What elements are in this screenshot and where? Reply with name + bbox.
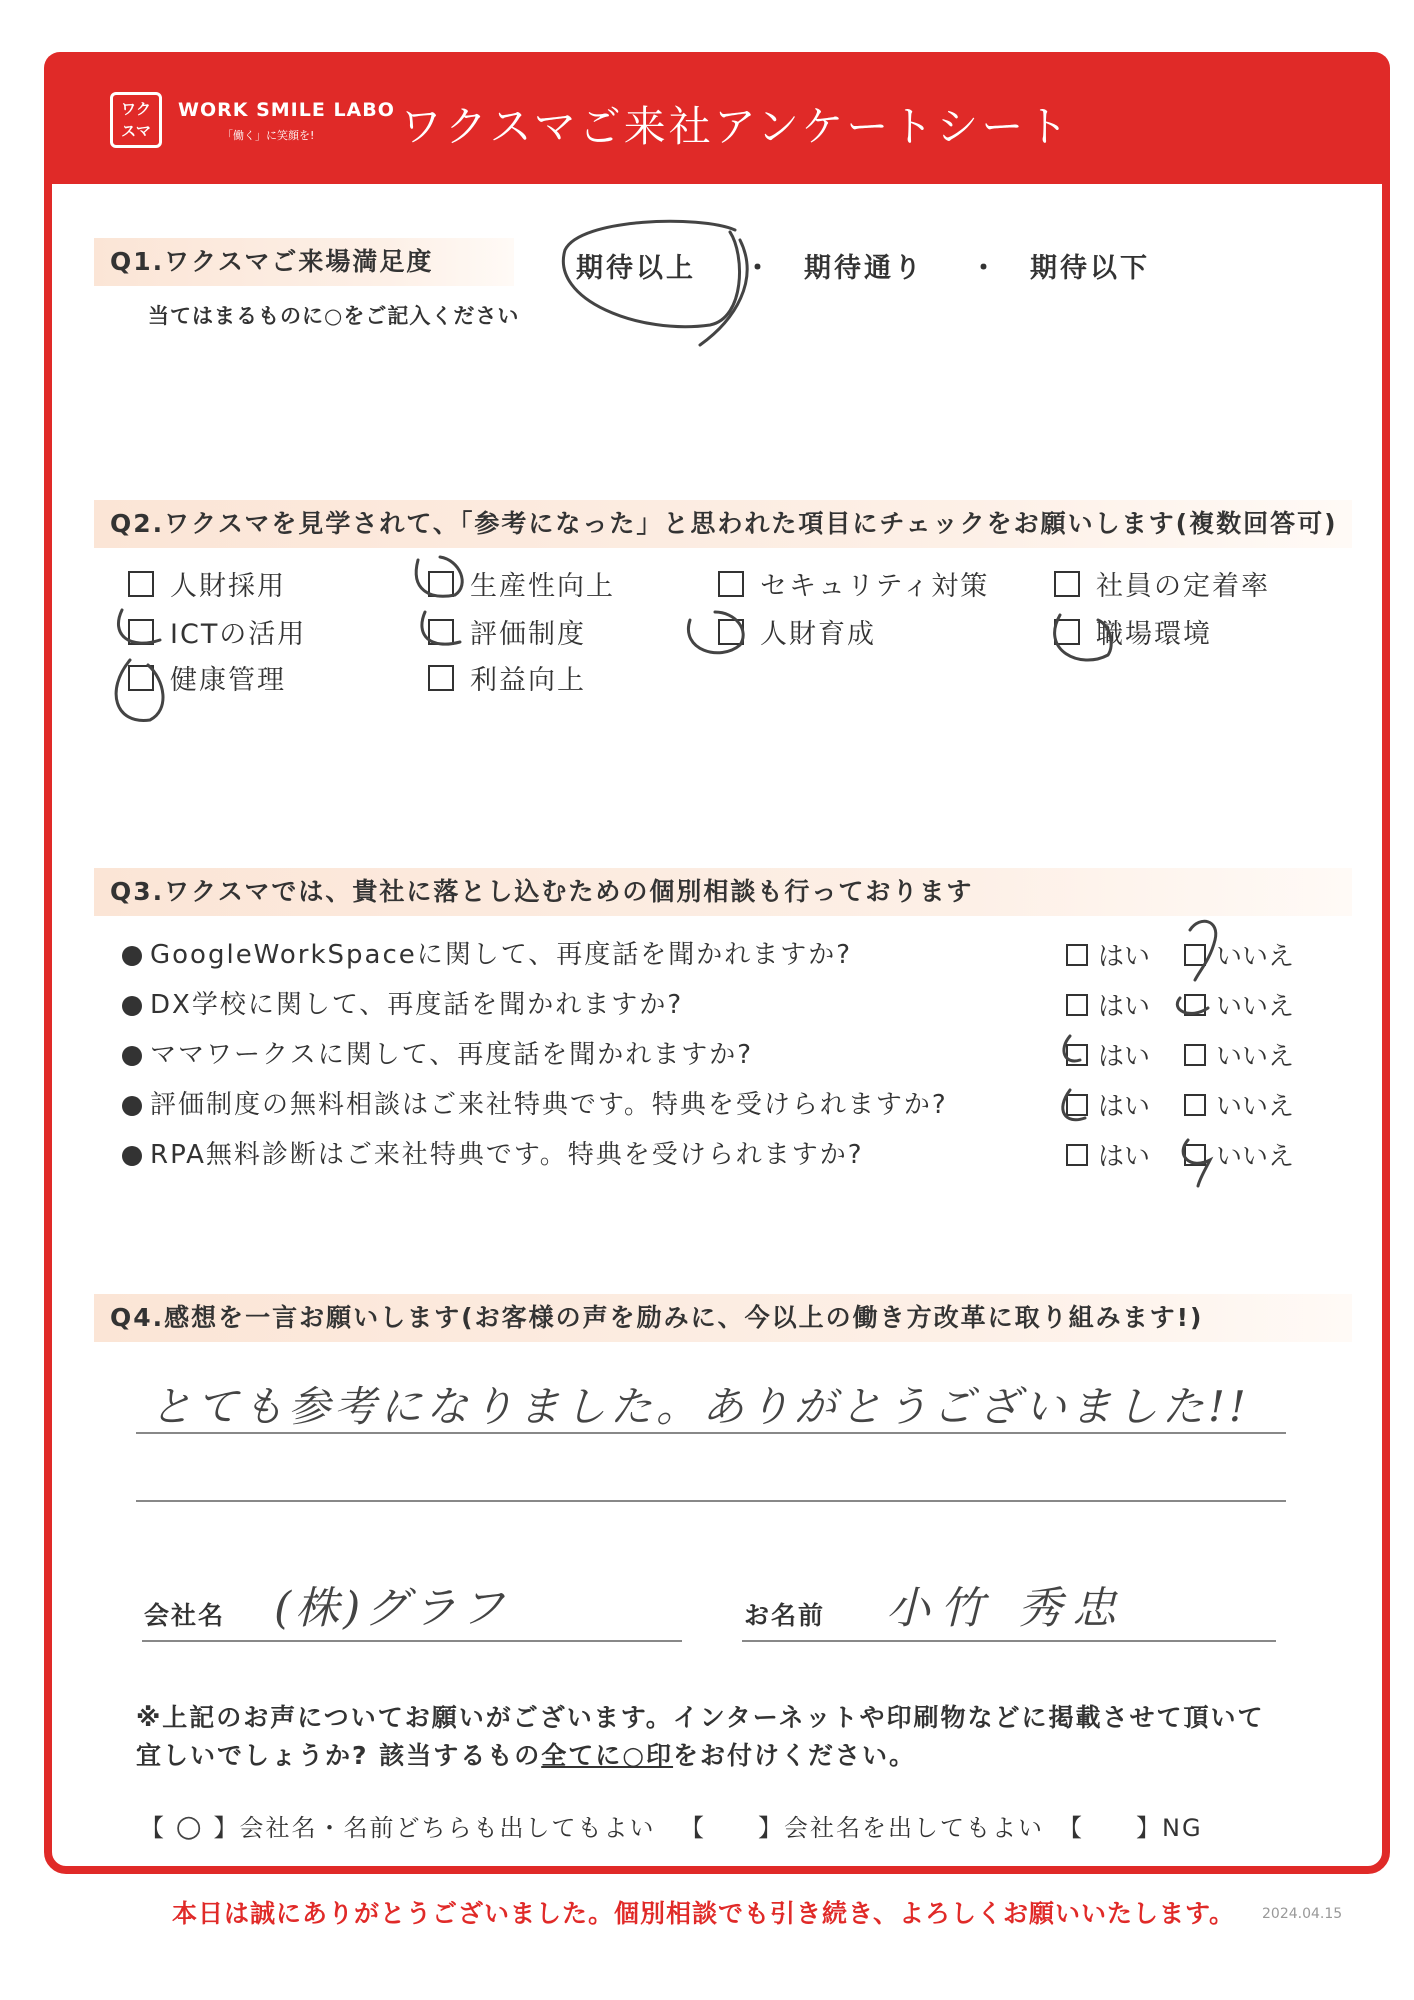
separator: ・ (744, 253, 771, 284)
checkbox[interactable] (1054, 619, 1080, 645)
q3-question-text: ママワークスに関して、再度話を聞かれますか? (150, 1040, 754, 1070)
q3-question-text: GoogleWorkSpaceに関して、再度話を聞かれますか? (150, 940, 853, 970)
company-underline (142, 1640, 682, 1642)
checkbox[interactable] (718, 571, 744, 597)
bullet (122, 996, 142, 1016)
name-value[interactable]: 小竹 秀忠 (886, 1583, 1126, 1634)
yes-option[interactable] (1066, 986, 1150, 1023)
q3-question (122, 984, 683, 1021)
yes-label: はい (1098, 1092, 1151, 1122)
q2-option-label: 健康管理 (170, 665, 286, 696)
logo-text: WORK SMILE LABO (178, 99, 395, 121)
q2-option-label: 利益向上 (470, 665, 586, 696)
bullet (122, 1096, 142, 1116)
yes-label: はい (1098, 992, 1151, 1022)
yes-label: はい (1098, 1142, 1151, 1172)
checkbox[interactable] (1066, 1044, 1088, 1066)
q2-option-label: 評価制度 (470, 619, 586, 650)
q2-option-label: 人財採用 (170, 571, 286, 602)
company-value[interactable]: (株)グラフ (274, 1583, 509, 1634)
footer-message: 本日は誠にありがとうございました。個別相談でも引き続き、よろしくお願いいたします。 (172, 1899, 1236, 1928)
request-emphasis: 全てに○印 (541, 1741, 674, 1770)
q2-option[interactable] (128, 612, 306, 651)
q4-answer[interactable]: とても参考になりました。ありがとうございました!! (150, 1382, 1250, 1431)
company-label: 会社名 (144, 1601, 226, 1630)
q2-option[interactable] (428, 658, 586, 697)
q2-option-label: 生産性向上 (470, 571, 615, 602)
answer-line (136, 1500, 1286, 1502)
q3-question (122, 1134, 864, 1171)
q3-question-text: RPA無料診断はご来社特典です。特典を受けられますか? (150, 1140, 864, 1170)
permission-label: 会社名・名前どちらも出してもよい (239, 1814, 656, 1842)
checkbox[interactable] (1184, 1044, 1206, 1066)
q1-option-as-expected[interactable]: 期待通り (804, 253, 924, 284)
permission-option-company[interactable]: 【 】会社名を出してもよい (680, 1814, 1044, 1842)
no-option[interactable] (1184, 986, 1294, 1023)
checkbox[interactable] (428, 571, 454, 597)
q2-option-label: セキュリティ対策 (760, 571, 990, 602)
checkbox[interactable] (428, 619, 454, 645)
q1-option-above[interactable]: 期待以上 (576, 253, 696, 284)
no-label: いいえ (1216, 1092, 1295, 1122)
checkbox[interactable] (128, 665, 154, 691)
q2-option[interactable] (718, 564, 989, 603)
no-option[interactable] (1184, 1036, 1294, 1073)
answer-line (136, 1432, 1286, 1434)
checkbox[interactable] (1184, 944, 1206, 966)
checkbox[interactable] (1054, 571, 1080, 597)
logo-tagline: 「働く」に笑顔を! (222, 129, 315, 142)
name-underline (742, 1640, 1276, 1642)
q2-option[interactable] (428, 612, 586, 651)
request-text: ※上記のお声についてお願いがございます。インターネットや印刷物などに掲載させて頂いて (136, 1703, 1265, 1732)
q3-question-text: 評価制度の無料相談はご来社特典です。特典を受けられますか? (150, 1090, 948, 1120)
q2-option[interactable] (1054, 612, 1212, 651)
bullet (122, 1046, 142, 1066)
checkbox[interactable] (1066, 944, 1088, 966)
no-label: いいえ (1216, 942, 1295, 972)
permission-label: NG (1162, 1814, 1203, 1842)
request-text-part: をお付けください。 (673, 1741, 917, 1770)
q2-option[interactable] (128, 564, 286, 603)
q1-heading: Q1.ワクスマご来場満足度 (94, 238, 514, 286)
checkbox[interactable] (1066, 1094, 1088, 1116)
request-text-2 (136, 1736, 916, 1772)
q2-option[interactable] (428, 564, 615, 603)
bullet (122, 1146, 142, 1166)
checkbox[interactable] (1184, 1144, 1206, 1166)
q3-question (122, 1084, 948, 1121)
yes-option[interactable] (1066, 1086, 1150, 1123)
permission-option-both[interactable]: 【 ○ 】会社名・名前どちらも出してもよい (140, 1809, 656, 1844)
permission-option-ng[interactable]: 【 】NG (1058, 1814, 1203, 1842)
q2-option-label: 社員の定着率 (1096, 571, 1270, 602)
q3-question (122, 934, 852, 971)
q3-heading: Q3.ワクスマでは、貴社に落とし込むための個別相談も行っております (94, 868, 1352, 916)
yes-option[interactable] (1066, 1036, 1150, 1073)
q2-option-label: 人財育成 (760, 619, 876, 650)
q3-question (122, 1034, 753, 1071)
no-label: いいえ (1216, 992, 1295, 1022)
yes-option[interactable] (1066, 1136, 1150, 1173)
no-option[interactable] (1184, 1136, 1294, 1173)
bullet (122, 946, 142, 966)
yes-option[interactable] (1066, 936, 1150, 973)
checkbox[interactable] (128, 571, 154, 597)
q2-option[interactable] (128, 658, 286, 697)
name-label: お名前 (744, 1601, 826, 1630)
print-date: 2024.04.15 (1262, 1906, 1343, 1922)
separator: ・ (970, 253, 997, 284)
q1-note: 当てはまるものに○をご記入ください (148, 304, 520, 328)
permission-mark: ○ (175, 1809, 204, 1844)
checkbox[interactable] (428, 665, 454, 691)
yes-label: はい (1098, 1042, 1151, 1072)
checkbox[interactable] (1066, 1144, 1088, 1166)
q2-option[interactable] (1054, 564, 1270, 603)
checkbox[interactable] (718, 619, 744, 645)
q2-heading: Q2.ワクスマを見学されて、「参考になった」と思われた項目にチェックをお願いします(複数回答可) (94, 500, 1352, 548)
checkbox[interactable] (1066, 994, 1088, 1016)
permission-label: 会社名を出してもよい (784, 1814, 1044, 1842)
q4-heading: Q4.感想を一言お願いします(お客様の声を励みに、今以上の働き方改革に取り組みます!) (94, 1294, 1352, 1342)
logo-mark: ワク スマ (110, 92, 162, 148)
q2-option-label: 職場環境 (1096, 619, 1212, 650)
no-option[interactable] (1184, 936, 1294, 973)
no-label: いいえ (1216, 1042, 1295, 1072)
q2-option-label: ICTの活用 (170, 619, 307, 650)
checkbox[interactable] (128, 619, 154, 645)
no-label: いいえ (1216, 1142, 1295, 1172)
no-option[interactable] (1184, 1086, 1294, 1123)
yes-label: はい (1098, 942, 1151, 972)
q3-question-text: DX学校に関して、再度話を聞かれますか? (150, 990, 684, 1020)
page-title: ワクスマご来社アンケートシート (400, 102, 1072, 151)
q2-option[interactable] (718, 612, 876, 651)
request-text-part: 宜しいでしょうか? 該当するもの (136, 1741, 542, 1770)
q1-option-below[interactable]: 期待以下 (1030, 253, 1150, 284)
checkbox[interactable] (1184, 1094, 1206, 1116)
checkbox[interactable] (1184, 994, 1206, 1016)
